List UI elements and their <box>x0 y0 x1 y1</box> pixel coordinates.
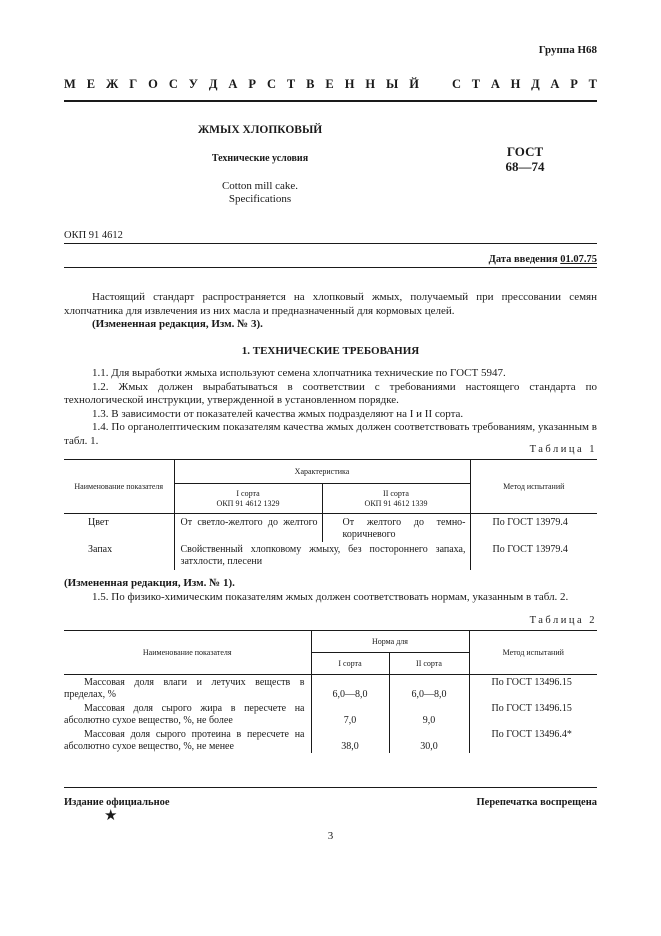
table-2 <box>64 630 597 753</box>
effective-date <box>489 254 597 265</box>
document-title: ЖМЫХ ХЛОПКОВЫЙ <box>197 124 323 136</box>
gost-label: ГОСТ <box>506 144 544 159</box>
okp-code: ОКП 91 4612 <box>64 230 123 241</box>
banner-letter: Р <box>570 77 578 91</box>
page-number: 3 <box>327 830 334 842</box>
banner-letter: Т <box>588 77 597 91</box>
table2-header-name: Наименование показателя <box>64 631 311 675</box>
banner-letter: Д <box>531 77 540 91</box>
table1-row1-grade2: От желтого до темно-коричневого <box>322 514 470 542</box>
banner-letter: А <box>550 77 560 91</box>
table1-grade1-okp: ОКП 91 4612 1329 <box>216 498 280 508</box>
table1-row1-name: Цвет <box>64 514 174 542</box>
date-rule <box>64 267 597 268</box>
table2-header-method: Метод испытаний <box>469 631 597 675</box>
clause-1-2: 1.2. Жмых должен вырабатываться в соответствии с требованиями настоящего стандарта по технологической инструкции, утвержденной в установленном порядке. <box>64 380 597 406</box>
title-block <box>150 124 370 206</box>
banner-letter: Й <box>409 77 419 91</box>
banner-letter: С <box>452 77 462 91</box>
banner-word-standard <box>452 77 597 92</box>
header-rule <box>64 100 597 102</box>
banner-letter: У <box>188 77 198 91</box>
clause-1-3: 1.3. В зависимости от показателей качества жмых подразделяют на I и II сорта. <box>92 407 464 420</box>
table-row <box>64 542 597 570</box>
table1-row1-method: По ГОСТ 13979.4 <box>492 517 568 528</box>
table2-row1-grade2: 6,0—8,0 <box>389 675 469 702</box>
table1-header-characteristic: Характеристика <box>174 460 470 484</box>
table2-row2-method: По ГОСТ 13496.15 <box>491 703 572 714</box>
official-edition-label: Издание официальное <box>64 797 170 808</box>
table2-row2-name: Массовая доля сырого жира в пересчете на абсолютно сухое вещество, %, не более <box>64 701 311 727</box>
table-row <box>64 727 597 753</box>
clause-1-1: 1.1. Для выработки жмыха используют семена хлопчатника технические по ГОСТ 5947. <box>92 367 506 379</box>
table2-header-grade1: I сорта <box>311 653 389 675</box>
banner-letter: Д <box>208 77 218 91</box>
table1-header-method: Метод испытаний <box>470 460 597 514</box>
table2-row3-grade1: 38,0 <box>311 727 389 753</box>
intro-block <box>64 291 597 332</box>
table-row <box>64 514 597 542</box>
reprint-prohibited-label: Перепечатка воспрещена <box>476 797 597 808</box>
amendment-note-3: (Измененная редакция, Изм. № 3). <box>92 318 263 330</box>
banner-letter: С <box>168 77 178 91</box>
table2-caption: Таблица 2 <box>529 615 597 626</box>
table1-header-grade1 <box>174 484 322 514</box>
table1-caption: Таблица 1 <box>529 444 597 455</box>
banner-letter: Ы <box>386 77 399 91</box>
banner-letter: А <box>490 77 500 91</box>
intro-paragraph: Настоящий стандарт распространяется на хлопковый жмых, получаемый при прессовании семян хлопчатника для извлечения из них масла и предназначенный для кормовых целей. <box>64 291 597 317</box>
table2-row1-method: По ГОСТ 13496.15 <box>491 677 572 688</box>
date-value: 01.07.75 <box>560 254 597 265</box>
banner-letter: Е <box>86 77 96 91</box>
table1-header-grade2 <box>322 484 470 514</box>
table-1 <box>64 459 597 570</box>
banner-letter: Н <box>365 77 376 91</box>
amendment-note-1: (Измененная редакция, Изм. № 1). <box>64 577 235 589</box>
table2-row2-grade2: 9,0 <box>389 701 469 727</box>
banner-letter: Н <box>344 77 355 91</box>
table1-row2-method: По ГОСТ 13979.4 <box>492 543 568 555</box>
table2-row3-method: По ГОСТ 13496.4* <box>491 729 572 740</box>
table2-row3-grade2: 30,0 <box>389 727 469 753</box>
banner-letter: Т <box>286 77 296 91</box>
banner-letter: Г <box>129 77 138 91</box>
table2-header-norm: Норма для <box>311 631 469 653</box>
banner-letter: О <box>148 77 158 91</box>
gost-number: 68—74 <box>505 159 545 174</box>
date-label: Дата введения <box>488 254 558 265</box>
footer-rule <box>64 787 597 788</box>
table1-grade2-label: II сорта <box>383 488 409 498</box>
document-subtitle: Технические условия <box>211 153 309 164</box>
table1-row1-grade1: От светло-желтого до желтого <box>174 514 322 542</box>
table1-row2-name: Запах <box>64 542 174 570</box>
clause-1-5: 1.5. По физико-химическим показателям жмых должен соответствовать нормам, указанным в табл. 2. <box>92 590 569 603</box>
table2-row2-grade1: 7,0 <box>311 701 389 727</box>
banner-letter: А <box>228 77 238 91</box>
table1-grade2-okp: ОКП 91 4612 1339 <box>364 498 428 508</box>
interstate-standard-banner <box>64 77 597 92</box>
banner-letter: Н <box>510 77 521 91</box>
banner-letter: В <box>306 77 315 91</box>
section-heading: 1. ТЕХНИЧЕСКИЕ ТРЕБОВАНИЯ <box>241 345 420 357</box>
banner-letter: Т <box>471 77 481 91</box>
table2-header-grade2: II сорта <box>389 653 469 675</box>
table2-row1-name: Массовая доля влаги и летучих веществ в пределах, % <box>64 675 311 702</box>
gost-designation <box>490 144 560 174</box>
english-title: Cotton mill cake. <box>221 180 299 192</box>
table2-row1-grade1: 6,0—8,0 <box>311 675 389 702</box>
clauses-block <box>64 367 597 448</box>
okp-rule <box>64 243 597 244</box>
banner-word-interstate <box>64 77 419 92</box>
english-title-block <box>150 180 370 206</box>
banner-letter: Р <box>248 77 257 91</box>
english-subtitle: Specifications <box>228 193 292 205</box>
group-code: Группа Н68 <box>538 44 597 56</box>
table2-row3-name: Массовая доля сырого протеина в пересчете на абсолютно сухое вещество, %, не менее <box>64 727 311 753</box>
star-icon: ★ <box>104 808 118 824</box>
table1-grade1-label: I сорта <box>236 488 260 498</box>
clause-1-4: 1.4. По органолептическим показателям качества жмых должен соответствовать требованиям, указанным в табл. 1. <box>64 421 597 447</box>
banner-letter: Е <box>325 77 334 91</box>
table-row <box>64 675 597 702</box>
table-row <box>64 701 597 727</box>
table1-row2-merged: Свойственный хлопковому жмыху, без постороннего запаха, затхлости, плесени <box>174 542 470 570</box>
banner-letter: М <box>64 77 76 91</box>
banner-letter: Ж <box>106 77 119 91</box>
clause-1-5-block <box>64 577 597 604</box>
banner-letter: С <box>266 77 276 91</box>
table1-header-name: Наименование показателя <box>64 460 174 514</box>
